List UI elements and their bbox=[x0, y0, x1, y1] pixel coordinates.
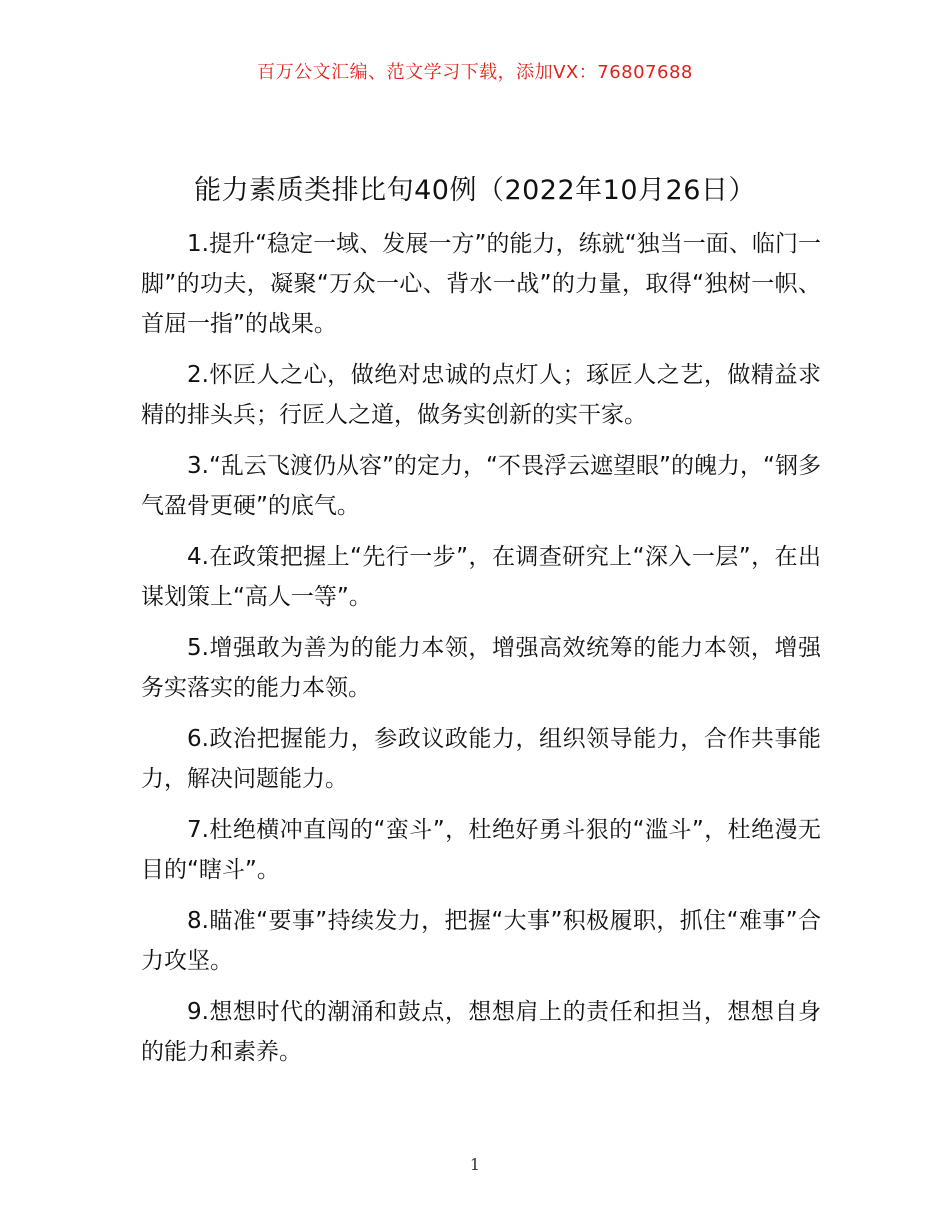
paragraph-9: 9.想想时代的潮涌和鼓点，想想肩上的责任和担当，想想自身的能力和素养。 bbox=[141, 999, 821, 1065]
paragraph-1: 1.提升“稳定一域、发展一方”的能力，练就“独当一面、临门一脚”的功夫，凝聚“万众一心、背水一战”的力量，取得“独树一帜、首屈一指”的战果。 bbox=[141, 231, 821, 337]
paragraph-6: 6.政治把握能力，参政议政能力，组织领导能力，合作共事能力，解决问题能力。 bbox=[141, 726, 821, 792]
page-number: 1 bbox=[469, 1155, 481, 1174]
paragraph-2: 2.怀匠人之心，做绝对忠诚的点灯人；琢匠人之艺，做精益求精的排头兵；行匠人之道，做务实创新的实干家。 bbox=[141, 362, 821, 428]
paragraph-4: 4.在政策把握上“先行一步”，在调查研究上“深入一层”，在出谋划策上“高人一等”。 bbox=[141, 544, 821, 610]
document-title: 能力素质类排比句40例（2022年10月26日） bbox=[194, 175, 756, 206]
header-watermark: 百万公文汇编、范文学习下载，添加VX：76807688 bbox=[257, 62, 693, 83]
paragraph-8: 8.瞄准“要事”持续发力，把握“大事”积极履职，抓住“难事”合力攻坚。 bbox=[141, 908, 821, 974]
paragraph-7: 7.杜绝横冲直闯的“蛮斗”，杜绝好勇斗狠的“滥斗”，杜绝漫无目的“瞎斗”。 bbox=[141, 817, 821, 883]
paragraph-5: 5.增强敢为善为的能力本领，增强高效统筹的能力本领，增强务实落实的能力本领。 bbox=[141, 635, 821, 701]
document-body bbox=[141, 224, 821, 1083]
paragraph-3: 3.“乱云飞渡仍从容”的定力，“不畏浮云遮望眼”的魄力，“钢多气盈骨更硬”的底气。 bbox=[141, 453, 821, 519]
